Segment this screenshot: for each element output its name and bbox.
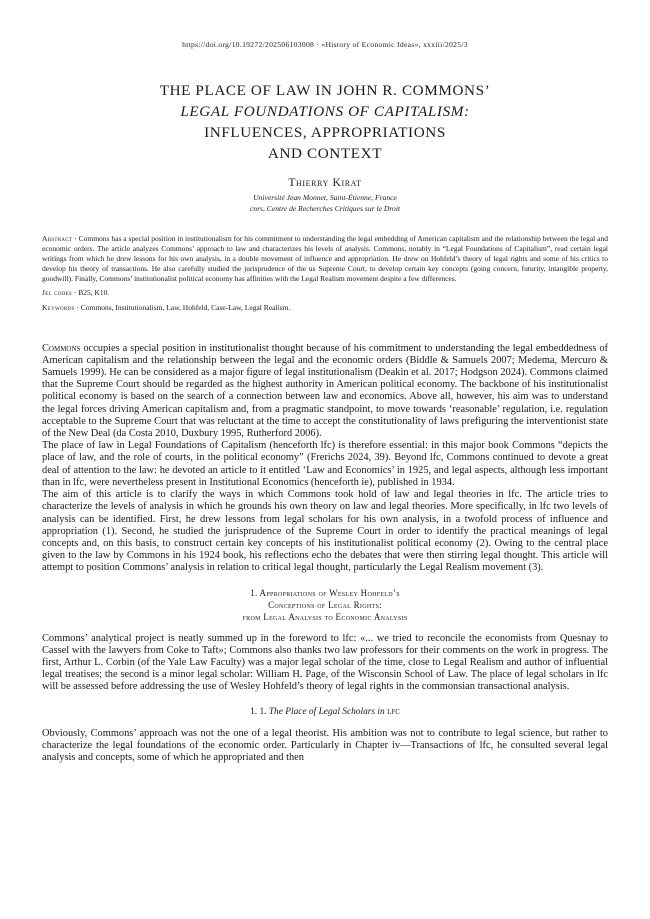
- paragraph-1-lead: Commons: [42, 342, 81, 354]
- paragraph-2: The place of law in Legal Foundations of Capitalism (henceforth lfc) is therefore essential: in this major book Commons “depicts the place of law, and the role of courts, in the political economy” (Frerichs 2024, 39). Beyond lfc, Commons continued to devote a great deal of attention to the law: he devoted an article to it entitled ‘Law and Economics’ in 1925, and legal aspects, although less important than in lfc, were nevertheless present in Institutional Economics (henceforth ie), published in 1934.: [42, 440, 608, 488]
- paragraph-1-text: occupies a special position in institutionalist thought because of his commitment to understanding the legal embeddedness of American capitalism and the relationship between the legal and the economic orders (Biddle & Samuels 2007; Medema, Mercuro & Samuels 1999). He can be considered as a major figure of legal institutionalism (Deakin et al. 2017; Hodgson 2024). Commons claimed that the Supreme Court should be regarded as the highest authority in American political economy. The backbone of his institutionalist political economy is based on the search of a connection between law and economics. Above all, however, his aim was to understand the legal forces driving American capitalism and, from a pragmatic standpoint, to move towards ‘reasonable’ regulation, i.e. regulation acceptable to the Supreme Court that was reluctant at the time to accept the constitutionality of laws prefiguring the interventionist state of the New Deal (da Costa 2010, Duxbury 1995, Rutherford 2006).: [42, 342, 608, 440]
- author-name: Thierry Kirat: [288, 176, 362, 189]
- affiliation-line-2: cnrs, Centre de Recherches Critiques sur le Droit: [249, 204, 401, 213]
- abstract-text: · Commons has a special position in institutionalism for his commitment to understanding the legal embedding of American capitalism and the relationship between the legal and economic orders. The article analyzes Commons’ approach to law and characterizes his levels of analysis. Commons, notably in “Legal Foundations of Capitalism”, read certain legal writings from which he drew lessons for his own analysis, in a double movement of influence and appropriation. He drew on Hohfeld’s theory of legal rights and some of his critics to develop his theory of transactions. He also carefully studied the jurisprudence of the us Supreme Court, to develop certain key concepts (going concern, futurity, intangible property, goodwill). Finally, Commons’ institutionalist political economy has affinities with the Legal Realism movement despite a few differences.: [42, 234, 608, 284]
- title-line-4: AND CONTEXT: [267, 145, 383, 162]
- paragraph-3: The aim of this article is to clarify the ways in which Commons took hold of law and legal theories in lfc. The article tries to characterize the levels of analysis in which he grounds his own theory on law and legal theories. More specifically, in lfc two levels of analysis can be identified. First, he drew lessons from legal scholars for his own analysis, in a twofold process of influence and appropriation (1). Second, he studied the jurisprudence of the Supreme Court in order to identify the practical meanings of legal concepts and, on this basis, to construct certain key concepts of his institutionalist political economy (2). Owing to the central place given to the law by Commons in his 1924 book, his reflections echo the debates that were then stirring legal thought. This article will attempt to position Commons’ analysis in relation to critical legal thought, particularly the Legal Realism movement (3).: [42, 489, 608, 574]
- section-heading-line-2: Conceptions of Legal Rights:: [268, 599, 382, 610]
- section-heading-1: [42, 587, 608, 623]
- running-head: https://doi.org/10.19272/202506103008 · «History of Economic Ideas», xxxiii/2025/3: [182, 40, 468, 49]
- jel-codes: [42, 288, 608, 298]
- article-title: [42, 80, 608, 164]
- abstract-label: Abstract: [42, 234, 73, 243]
- article-page: [42, 0, 608, 764]
- jel-text: · B25, K10.: [72, 288, 110, 298]
- keywords-text: · Commons, Institutionalism, Law, Hohfeld, Case-Law, Legal Realism.: [74, 302, 291, 312]
- subsection-number: 1. 1.: [250, 706, 269, 717]
- keywords-label: Keywords: [42, 302, 75, 312]
- paragraph-5: Obviously, Commons’ approach was not the one of a legal theorist. His ambition was not to contribute to legal science, but rather to characterize the legal foundations of the economic order. Particularly in Chapter iv—Transactions of lfc, he consulted several legal analysis and concepts, some of which he appropriated and then: [42, 727, 608, 764]
- author-affiliation: [42, 192, 608, 214]
- section-heading-line-1: 1. Appropriations of Wesley Hohfeld’s: [250, 587, 400, 598]
- section-heading-line-3: from Legal Analysis to Economic Analysis: [242, 611, 408, 622]
- title-line-1: THE PLACE OF LAW IN JOHN R. COMMONS’: [159, 82, 491, 99]
- subsection-abbr: lfc: [387, 706, 400, 717]
- paragraph-1: [42, 343, 608, 441]
- jel-label: Jel codes: [42, 288, 72, 298]
- abstract: [42, 234, 608, 284]
- keywords: [42, 303, 608, 313]
- article-body: [42, 343, 608, 765]
- paragraph-4: Commons’ analytical project is neatly summed up in the foreword to lfc: «... we tried to reconcile the economists from Quesnay to Cassel with the lawyers from Coke to Taft»; Commons also thanks two law professors for their comments on the work in progress. The first, Arthur L. Corbin (of the Yale Law Faculty) was a major legal scholar of the time, close to Legal Realism and author of influential legal treatises; the second is a minor legal scholar: William H. Page, of the Wisconsin School of Law. The place of legal scholars in lfc will be assessed before addressing the use of Wesley Hohfeld’s theory of legal rights in the commonsian transactional analysis.: [42, 632, 608, 693]
- subsection-heading: [42, 706, 608, 718]
- title-line-2: LEGAL FOUNDATIONS OF CAPITALISM:: [180, 103, 470, 120]
- title-line-3: INFLUENCES, APPROPRIATIONS: [204, 124, 446, 141]
- subsection-title: The Place of Legal Scholars in: [268, 706, 388, 717]
- affiliation-line-1: Université Jean Monnet, Saint-Étienne, France: [253, 193, 397, 202]
